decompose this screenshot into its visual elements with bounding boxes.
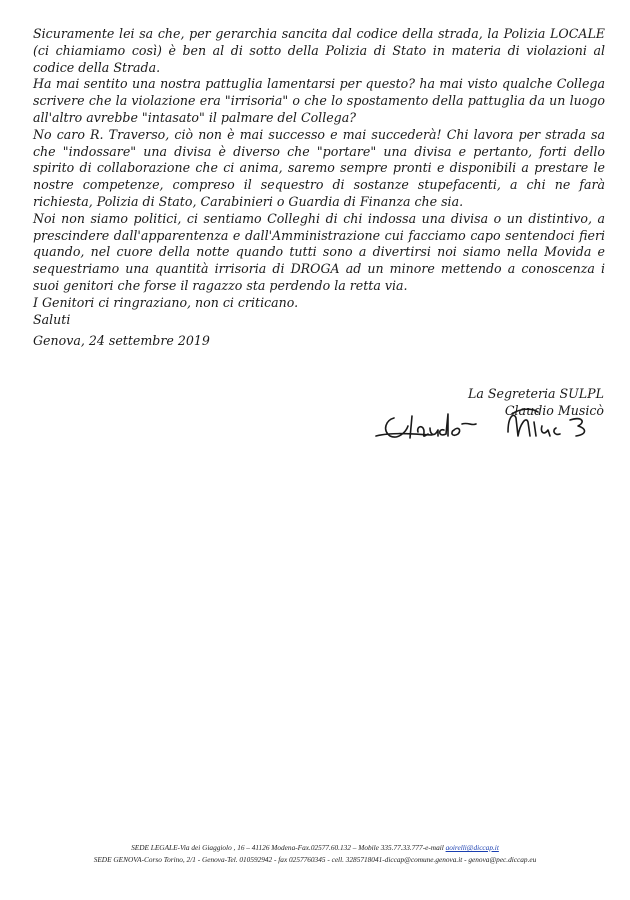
place-date: Genova, 24 settembre 2019 bbox=[33, 333, 210, 349]
footer-legal-address: SEDE LEGALE-Via dei Giaggiolo , 16 – 41126 Modena-Fax.02577.60.132 – Mobile 335.77.33.777-e-mail bbox=[131, 843, 446, 852]
signature-org: La Segreteria SULPL bbox=[467, 386, 604, 401]
paragraph: No caro R. Traverso, ciò non è mai successo e mai succederà! Chi lavora per strada sa che "indossare" una divisa è diverso che "portare" una divisa e pertanto, forti dello spirito di collaborazione che ci anima, saremo sempre pronti e disponibili a prestare le nostre competenze, compreso il sequestro di sostanze stupefacenti, a chi ne farà richiesta, Polizia di Stato, Carabinieri o Guardia di Finanza che sia. bbox=[33, 126, 605, 209]
footer-email-link[interactable]: aoirelli@diccap.it bbox=[445, 843, 499, 852]
footer-line-legal bbox=[0, 842, 630, 854]
paragraph: Sicuramente lei sa che, per gerarchia sancita dal codice della strada, la Polizia LOCALE (ci chiamiamo così) è ben al di sotto della Polizia di Stato in materia di violazioni al codice della Strada. bbox=[33, 26, 605, 75]
paragraph: Ha mai sentito una nostra pattuglia lamentarsi per questo? ha mai visto qualche Collega scrivere che la violazione era "irrisoria" o che lo spostamento della pattuglia da un luogo all'altro avrebbe "intasato" il palmare del Collega? bbox=[33, 76, 605, 125]
letter-body bbox=[33, 26, 605, 350]
footer-line-genova: SEDE GENOVA-Corso Torino, 2/1 - Genova-Tel. 010592942 - fax 0257760345 - cell. 3285718041-diccap@comune.genova.it - genova@pec.diccap.eu bbox=[93, 855, 537, 864]
signature-name: Claudio Musicò bbox=[504, 402, 604, 418]
footer bbox=[0, 842, 630, 866]
handwritten-signature bbox=[372, 402, 612, 452]
paragraph: Noi non siamo politici, ci sentiamo Colleghi di chi indossa una divisa o un distintivo, a prescindere dall'apparentenza e dall'Amministrazione cui facciamo capo sentendoci fieri quando, nel cuore della notte quando tutti sono a divertirsi noi siamo nella Movida e sequestriamo una quantità irrisoria di DROGA ad un minore mettendo a conoscenza i suoi genitori che forse il ragazzo sta perdendo la retta via. bbox=[33, 210, 605, 293]
paragraph: I Genitori ci ringraziano, non ci criticano. bbox=[33, 294, 299, 310]
closing: Saluti bbox=[33, 311, 71, 327]
